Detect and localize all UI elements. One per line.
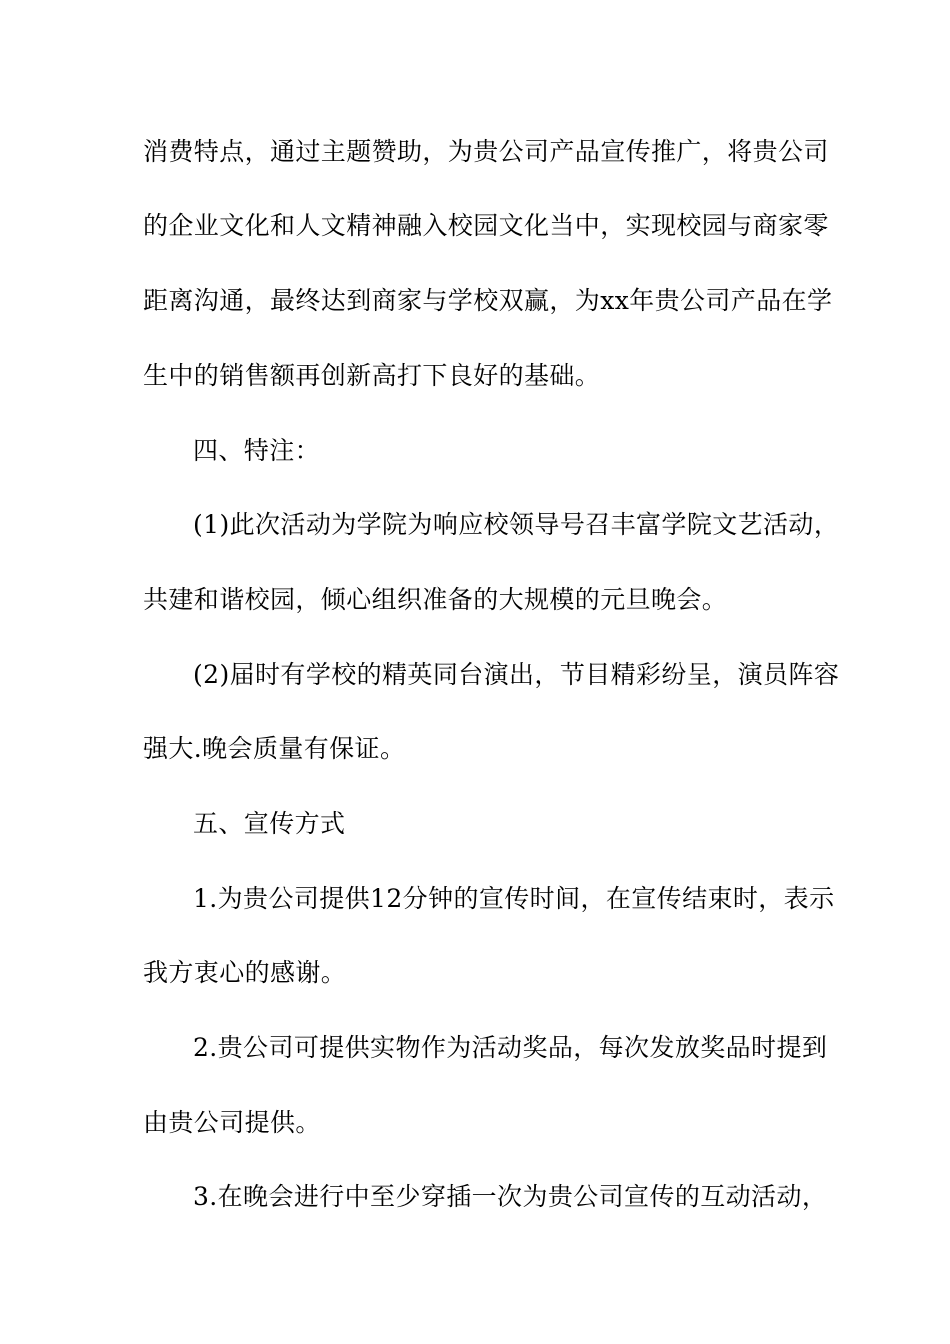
paragraph-line: 的企业文化和人文精神融入校园文化当中，实现校园与商家零 [143,211,829,240]
section-heading: 五、宣传方式 [193,809,346,838]
paragraph-line: 由贵公司提供。 [143,1108,321,1137]
paragraph-line: 强大.晚会质量有保证。 [143,734,406,763]
paragraph-line: 共建和谐校园，倾心组织准备的大规模的元旦晚会。 [143,585,728,614]
paragraph-line: 距离沟通，最终达到商家与学校双赢，为xx年贵公司产品在学 [143,286,833,315]
paragraph-line: 我方衷心的感谢。 [143,958,347,987]
paragraph-line: 生中的销售额再创新高打下良好的基础。 [143,361,601,390]
paragraph-line: 消费特点，通过主题赞助，为贵公司产品宣传推广，将贵公司 [143,137,829,166]
paragraph-line: 1.为贵公司提供12分钟的宣传时间，在宣传结束时，表示 [193,884,835,913]
paragraph-line: (2)届时有学校的精英同台演出，节目精彩纷呈，演员阵容 [193,660,840,689]
paragraph-line: 2.贵公司可提供实物作为活动奖品，每次发放奖品时提到 [193,1033,828,1062]
section-heading: 四、特注： [193,436,321,465]
paragraph-line: (1)此次活动为学院为响应校领导号召丰富学院文艺活动， [193,510,840,539]
paragraph-line: 3.在晚会进行中至少穿插一次为贵公司宣传的互动活动， [193,1182,828,1211]
